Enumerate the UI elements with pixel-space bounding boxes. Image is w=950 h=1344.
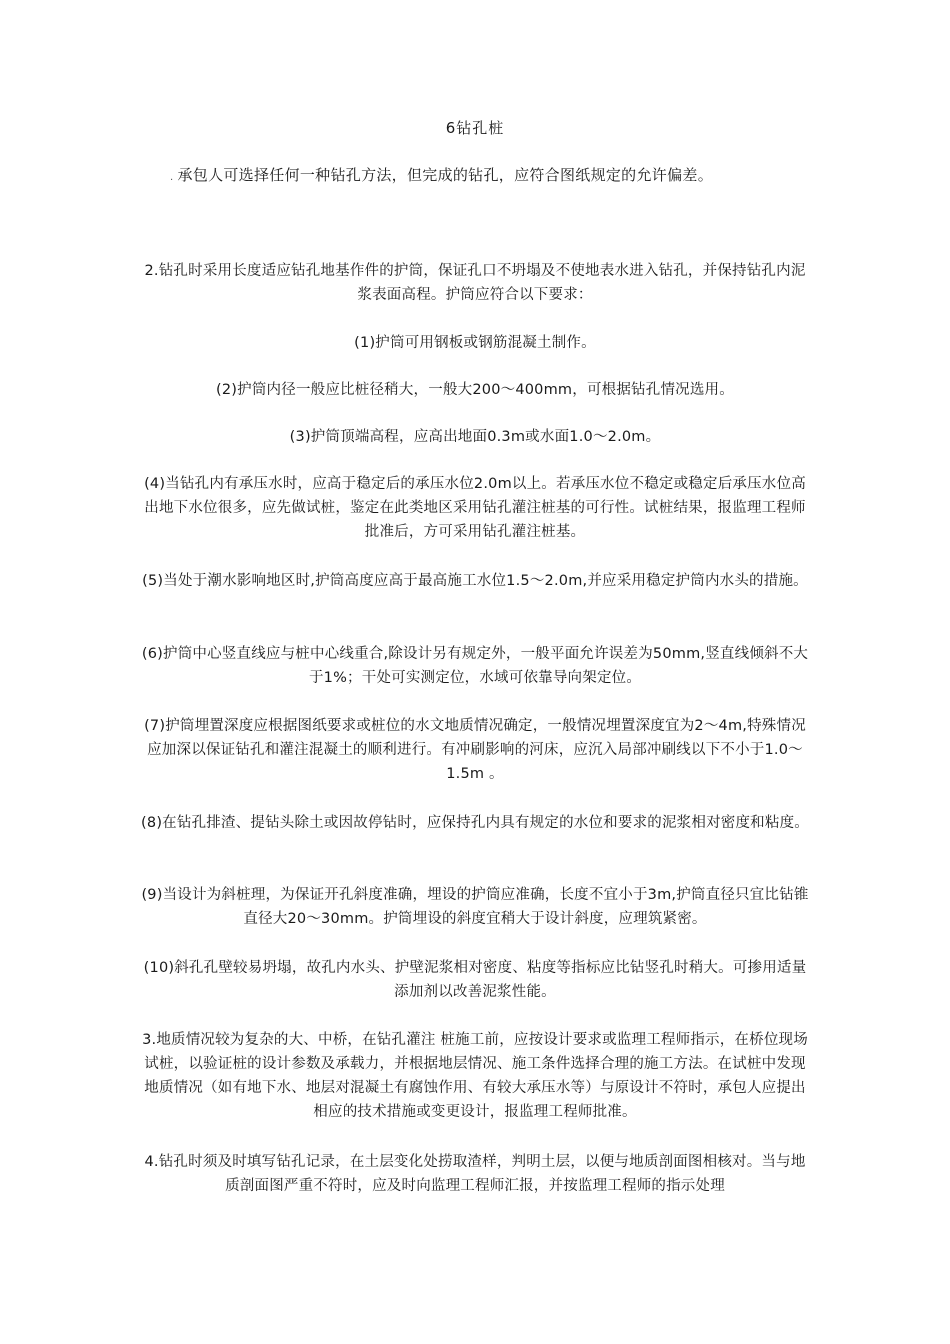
paragraph-2-5: (5)当处于潮水影响地区时,护筒高度应高于最高施工水位1.5～2.0m,并应采用稳定护筒内水头的措施。 <box>142 573 808 589</box>
paragraph-2-9: (9)当设计为斜桩理，为保证开孔斜度准确，埋设的护筒应准确，长度不宜小于3m,护筒直径只宜比钻锥直径大20～30mm。护筒埋设的斜度宜稍大于设计斜度，应理筑紧密。 <box>141 887 809 927</box>
paragraph-2: 2.钻孔时采用长度适应钻孔地基作件的护筒，保证孔口不坍塌及不使地表水进入钻孔，并保持钻孔内泥浆表面高程。护筒应符合以下要求： <box>144 263 806 303</box>
paragraph-3: 3.地质情况较为复杂的大、中桥，在钻孔灌注 桩施工前，应按设计要求或监理工程师指示，在桥位现场试桩，以验证桩的设计参数及承载力，并根据地层情况、施工条件选择合理的施工方法。在试桩中发现地质情况（如有地下水、地层对混凝土有腐蚀作用、有较大承压水等）与原设计不符时，承包人应提出相应的技术措施或变更设计，报监理工程师批准。 <box>142 1032 808 1120</box>
paragraph-2-7: (7)护筒埋置深度应根据图纸要求或桩位的水文地质情况确定，一般情况埋置深度宜为2～4m,特殊情况应加深以保证钻孔和灌注混凝土的顺利进行。有冲刷影响的河床，应沉入局部冲刷线以下不小于1.0～1.5m 。 <box>144 718 806 782</box>
intro-text: 承包人可选择任何一种钻孔方法，但完成的钻孔，应符合图纸规定的允许偏差。 <box>177 166 713 184</box>
paragraph-2-1: (1)护筒可用钢板或钢筋混凝土制作。 <box>354 335 596 351</box>
paragraph-2-3: (3)护筒顶端高程，应高出地面0.3m或水面1.0～2.0m。 <box>289 429 661 445</box>
intro-marker: . <box>170 172 174 183</box>
paragraph-2-2: (2)护筒内径一般应比桩径稍大，一般大200～400mm，可根据钻孔情况选用。 <box>216 382 734 398</box>
paragraph-4: 4.钻孔时须及时填写钻孔记录，在土层变化处捞取渣样，判明土层，以便与地质剖面图相核对。当与地质剖面图严重不符时，应及时向监理工程师汇报，并按监理工程师的指示处理 <box>144 1154 806 1194</box>
document-title: 6钻孔桩 <box>445 119 505 137</box>
intro-paragraph <box>170 163 810 190</box>
paragraph-2-4: (4)当钻孔内有承压水时，应高于稳定后的承压水位2.0m以上。若承压水位不稳定或稳定后承压水位高出地下水位很多，应先做试桩，鉴定在此类地区采用钻孔灌注桩基的可行性。试桩结果，报监理工程师批准后，方可采用钻孔灌注桩基。 <box>144 476 806 540</box>
paragraph-2-10: (10)斜孔孔壁较易坍塌，故孔内水头、护壁泥浆相对密度、粘度等指标应比钻竖孔时稍大。可掺用适量添加剂以改善泥浆性能。 <box>143 960 807 1000</box>
paragraph-2-6: (6)护筒中心竖直线应与桩中心线重合,除设计另有规定外，一般平面允许误差为50mm,竖直线倾斜不大于1%；干处可实测定位，水域可依靠导向架定位。 <box>141 646 809 686</box>
paragraph-2-8: (8)在钻孔排渣、提钻头除土或因故停钻时，应保持孔内具有规定的水位和要求的泥浆相对密度和粘度。 <box>141 815 809 831</box>
